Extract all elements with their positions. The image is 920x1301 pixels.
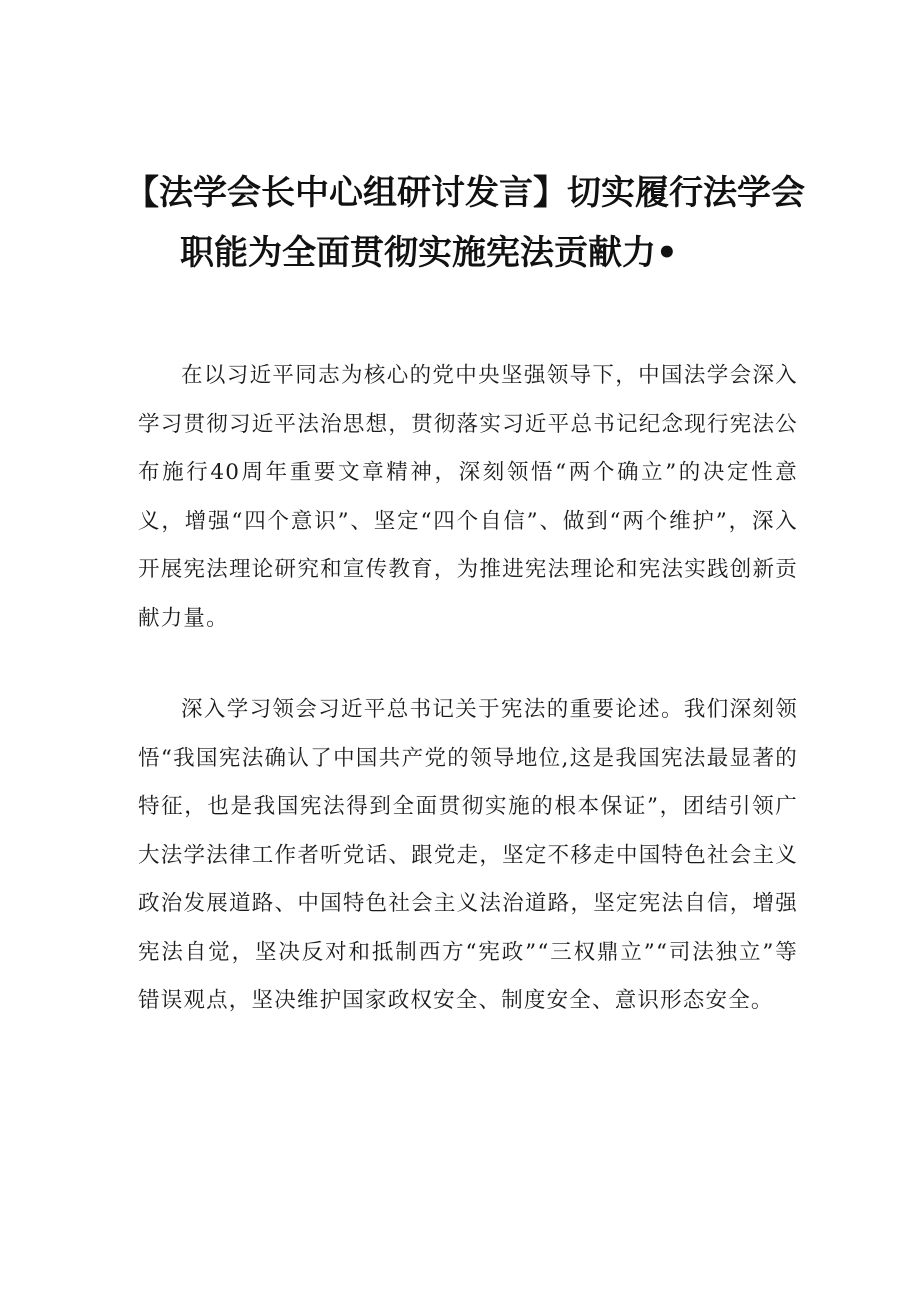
title-line-1: 【法学会长中心组研讨发言】切实履行法学会 — [125, 172, 805, 213]
paragraph-1: 在以习近平同志为核心的党中央坚强领导下，中国法学会深入学习贯彻习近平法治思想，贯彻落实习近平总书记纪念现行宪法公布施行40周年重要文章精神，深刻领悟“两个确立”的决定性意义，增强“四个意识”、坚定“四个自信”、做到“两个维护”，深入开展宪法理论研究和宣传教育，为推进宪法理论和宪法实践创新贡献力量。 — [138, 363, 798, 631]
document-title — [120, 163, 810, 283]
title-line-2: 职能为全面贯彻实施宪法贡献力• — [180, 232, 678, 273]
paragraph-2: 深入学习领会习近平总书记关于宪法的重要论述。我们深刻领悟“我国宪法确认了中国共产党的领导地位,这是我国宪法最显著的特征，也是我国宪法得到全面贯彻实施的根本保证”，团结引领广大法学法律工作者听党话、跟党走，坚定不移走中国特色社会主义政治发展道路、中国特色社会主义法治道路，坚定宪法自信，增强宪法自觉，坚决反对和抵制西方“宪政”“三权鼎立”“司法独立”等错误观点，坚决维护国家政权安全、制度安全、意识形态安全。 — [138, 697, 798, 1013]
